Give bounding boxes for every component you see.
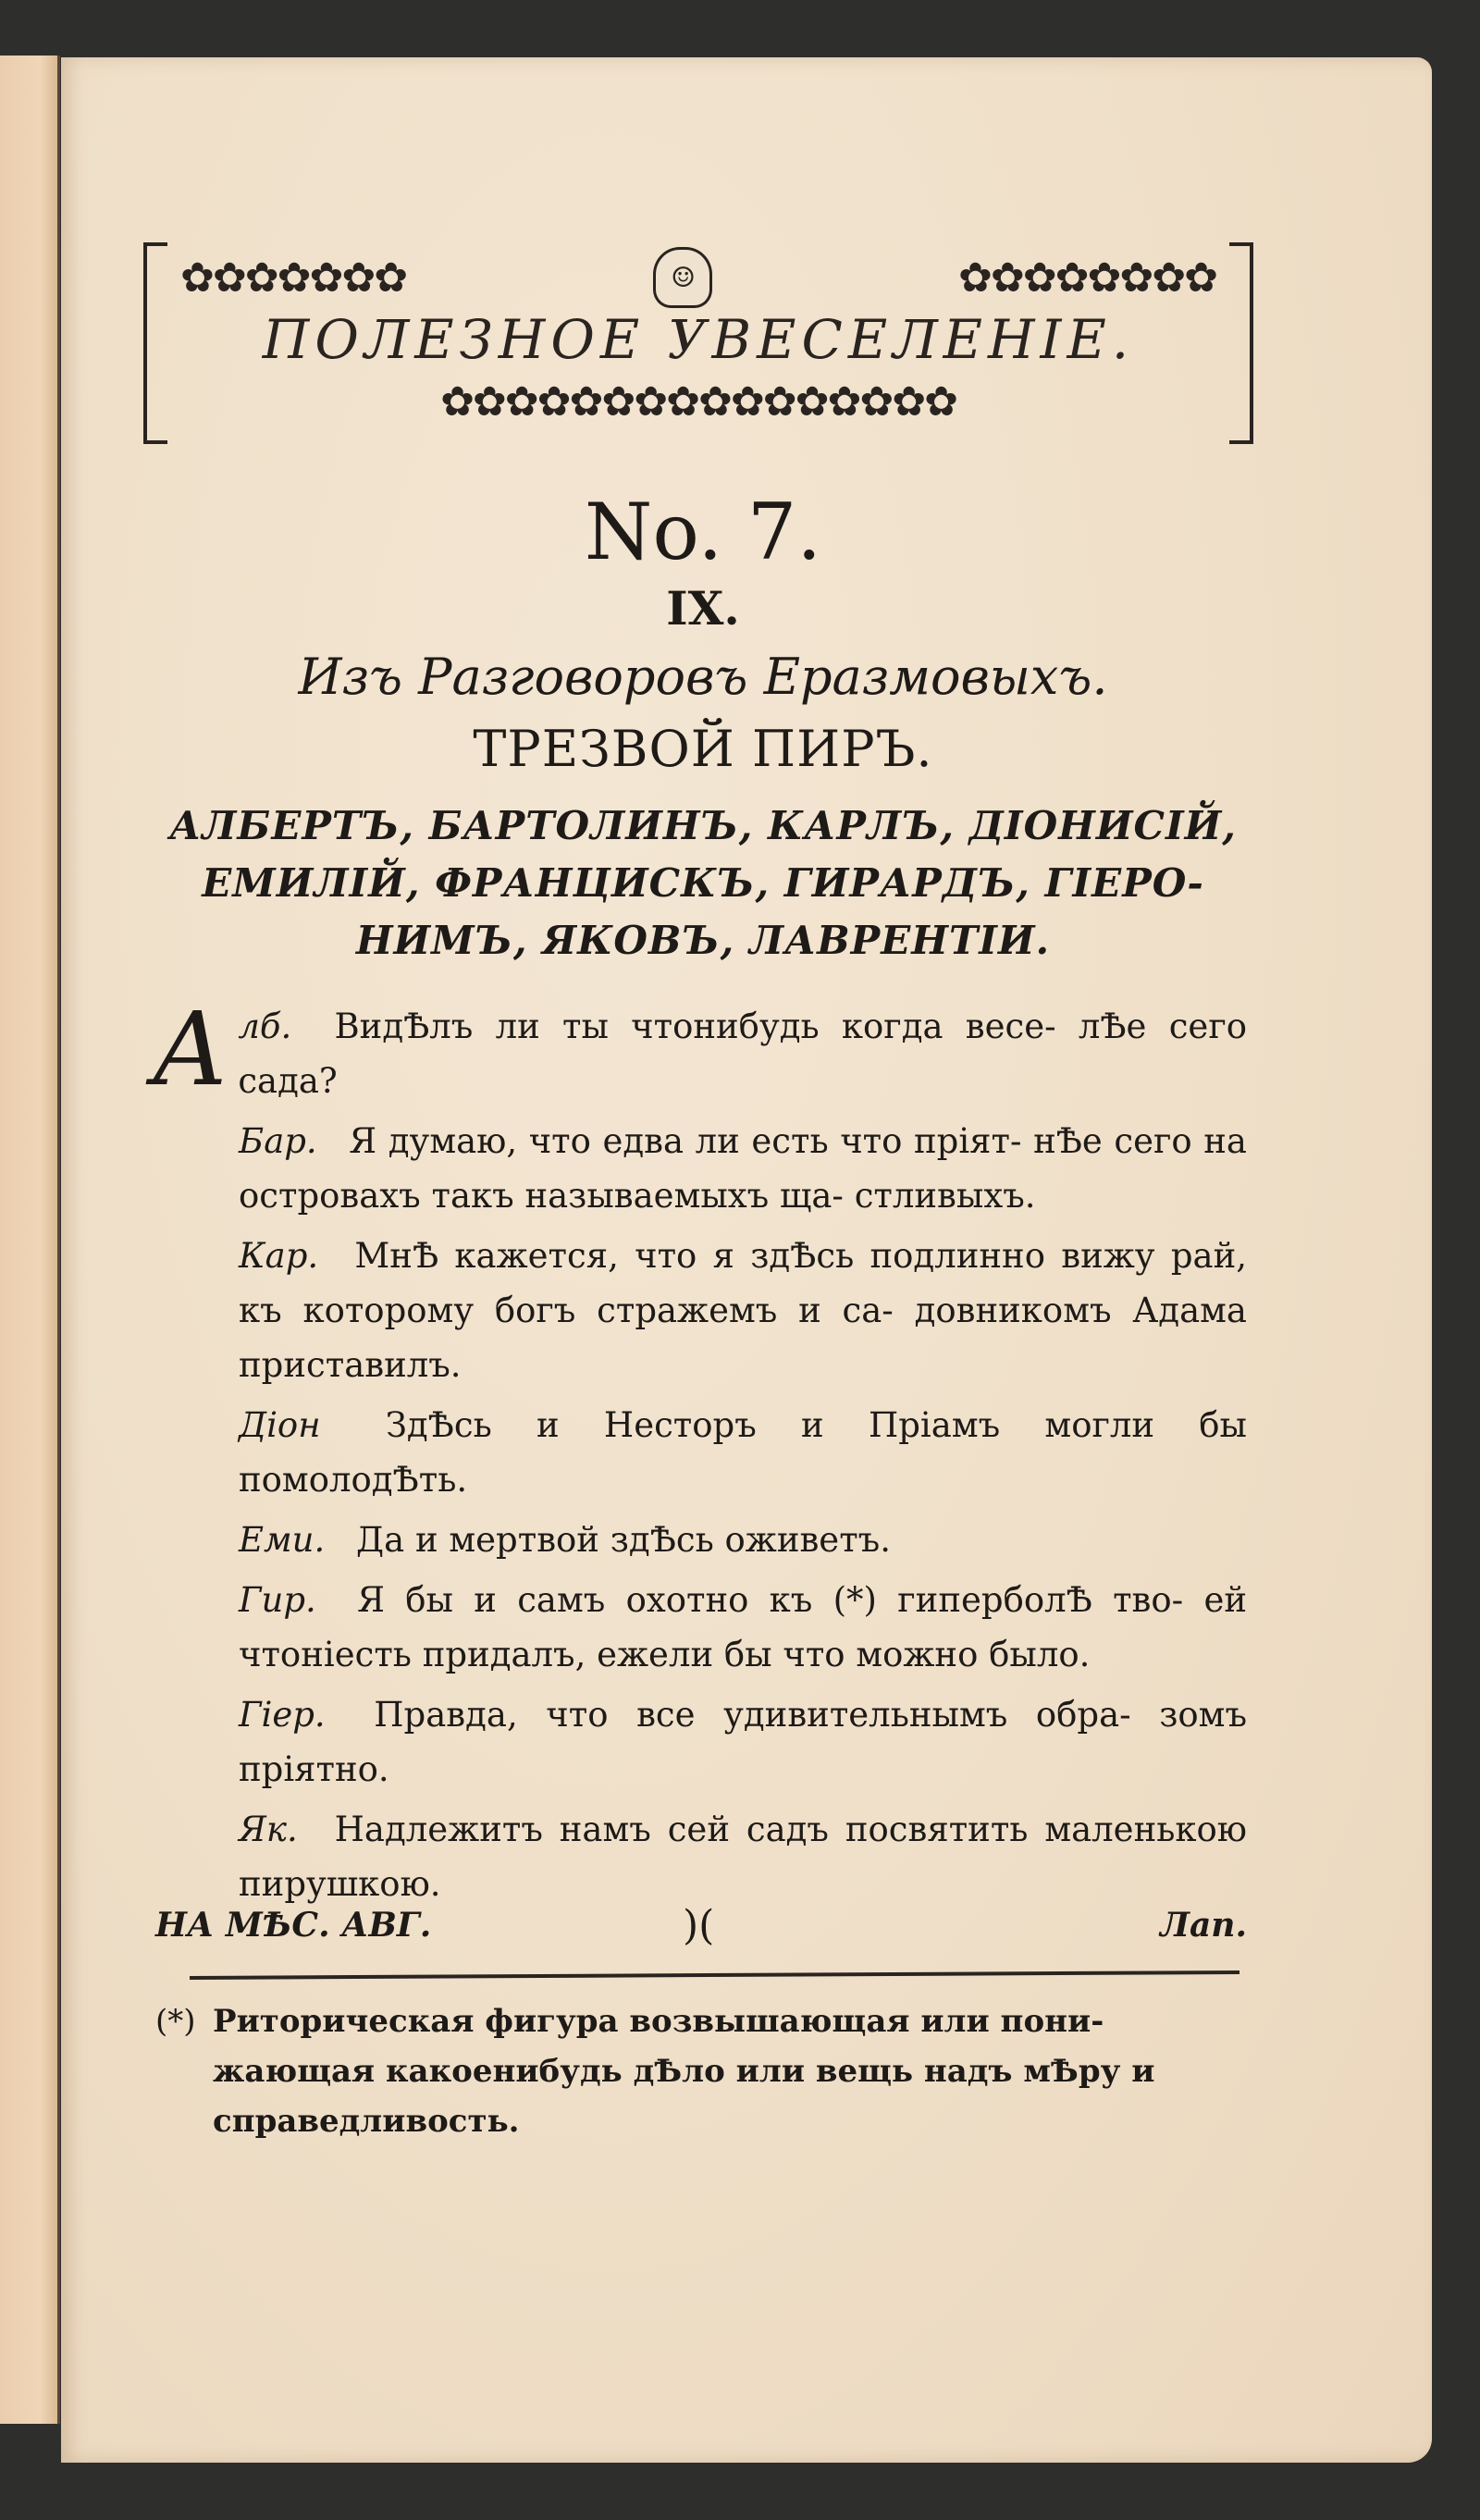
speech-karl: [155, 1229, 1247, 1392]
speaker-label: Гир.: [239, 1580, 316, 1620]
sheet-mark: )(: [683, 1902, 715, 1949]
journal-title: ПОЛЕЗНОЕ УВЕСЕЛЕНІЕ.: [262, 308, 1135, 371]
speaker-label: Діон: [239, 1405, 321, 1445]
source-heading: Изъ Разговоровъ Еразмовыхъ.: [298, 648, 1108, 706]
page-footer: [155, 1902, 1247, 1958]
footnote-mark: (*): [155, 2003, 196, 2040]
part-numeral: IX.: [666, 581, 740, 636]
speech-yakov: [155, 1802, 1247, 1911]
drop-cap: А: [152, 990, 229, 1108]
cherub-face-icon: ☺: [653, 247, 712, 308]
month-signature: НА МѢС. АВГ.: [155, 1906, 432, 1945]
character-list-line: ЕМИЛІЙ, ФРАНЦИСКЪ, ГИРАРДЪ, ГІЕРО-: [202, 860, 1204, 906]
speech-gieronim: [155, 1687, 1247, 1797]
speaker-label: Гіер.: [239, 1695, 326, 1735]
title-ornament-frame: [143, 242, 1253, 437]
speech-text: МнѢ кажется, что я здѢсь подлинно вижу рай, къ которому богъ стражемъ и са- довникомъ Адама приставилъ.: [239, 1236, 1247, 1385]
ornament-flower-row-bottom: [180, 374, 1216, 429]
speech-text: Я думаю, что едва ли есть что пріят- нѢе сего на островахъ такъ называемыхъ ща- стливыхъ.: [239, 1121, 1247, 1216]
character-list-line: АЛБЕРТЪ, БАРТОЛИНЪ, КАРЛЪ, ДІОНИСІЙ,: [169, 803, 1237, 848]
flower-ornament-icon: ✿✿✿✿✿✿✿✿: [958, 253, 1216, 302]
speech-text: Да и мертвой здѢсь оживетъ.: [356, 1520, 891, 1560]
speech-bartolin: [155, 1114, 1247, 1223]
speaker-label: лб.: [238, 1007, 292, 1046]
speech-text: Я бы и самъ охотно къ (*) гиперболѢ тво- ей чтоніесть придалъ, ежели бы что можно было.: [239, 1580, 1248, 1674]
speech-text: ВидѢлъ ли ты чтонибудь когда весе- лѢе сего сада?: [238, 1007, 1247, 1101]
piece-title: ТРЕЗВОЙ ПИРЪ.: [473, 720, 933, 778]
dialogue-body: [152, 990, 1248, 1917]
catchword: Лап.: [1160, 1906, 1247, 1945]
flower-ornament-icon: ✿✿✿✿✿✿✿✿✿✿✿✿✿✿✿✿: [440, 377, 956, 426]
ornament-left-bracket: [143, 242, 167, 444]
speaker-label: Як.: [239, 1810, 298, 1849]
speaker-label: Кар.: [239, 1236, 319, 1276]
speech-text: Правда, что все удивительнымъ обра- зомъ пріятно.: [239, 1695, 1247, 1789]
speech-albert: [152, 990, 1247, 1108]
footnote-text: Риторическая фигура возвышающая или пони- жающая какоенибудь дѢло или вещь надъ мѢру и справедливость.: [213, 2003, 1155, 2140]
issue-number: No. 7.: [584, 487, 822, 577]
speech-dionisiy: [155, 1398, 1247, 1507]
speech-emiliy: [155, 1513, 1247, 1567]
character-list: [148, 797, 1258, 970]
ornament-flower-row-top: [180, 250, 1216, 305]
previous-page-edge: [0, 56, 60, 2424]
ornament-right-bracket: [1229, 242, 1253, 444]
character-list-line: НИМЪ, ЯКОВЪ, ЛАВРЕНТІИ.: [355, 918, 1051, 963]
speech-girard: [155, 1573, 1247, 1682]
speech-text: ЗдѢсь и Несторъ и Пріамъ могли бы помолодѢть.: [239, 1405, 1248, 1500]
speech-text: Надлежитъ намъ сей садъ посвятить маленькою пирушкою.: [239, 1810, 1247, 1904]
footnote: [155, 1996, 1247, 2146]
speaker-label: Еми.: [239, 1520, 326, 1560]
speaker-label: Бар.: [239, 1121, 317, 1161]
flower-ornament-icon: ✿✿✿✿✿✿✿: [180, 253, 407, 302]
